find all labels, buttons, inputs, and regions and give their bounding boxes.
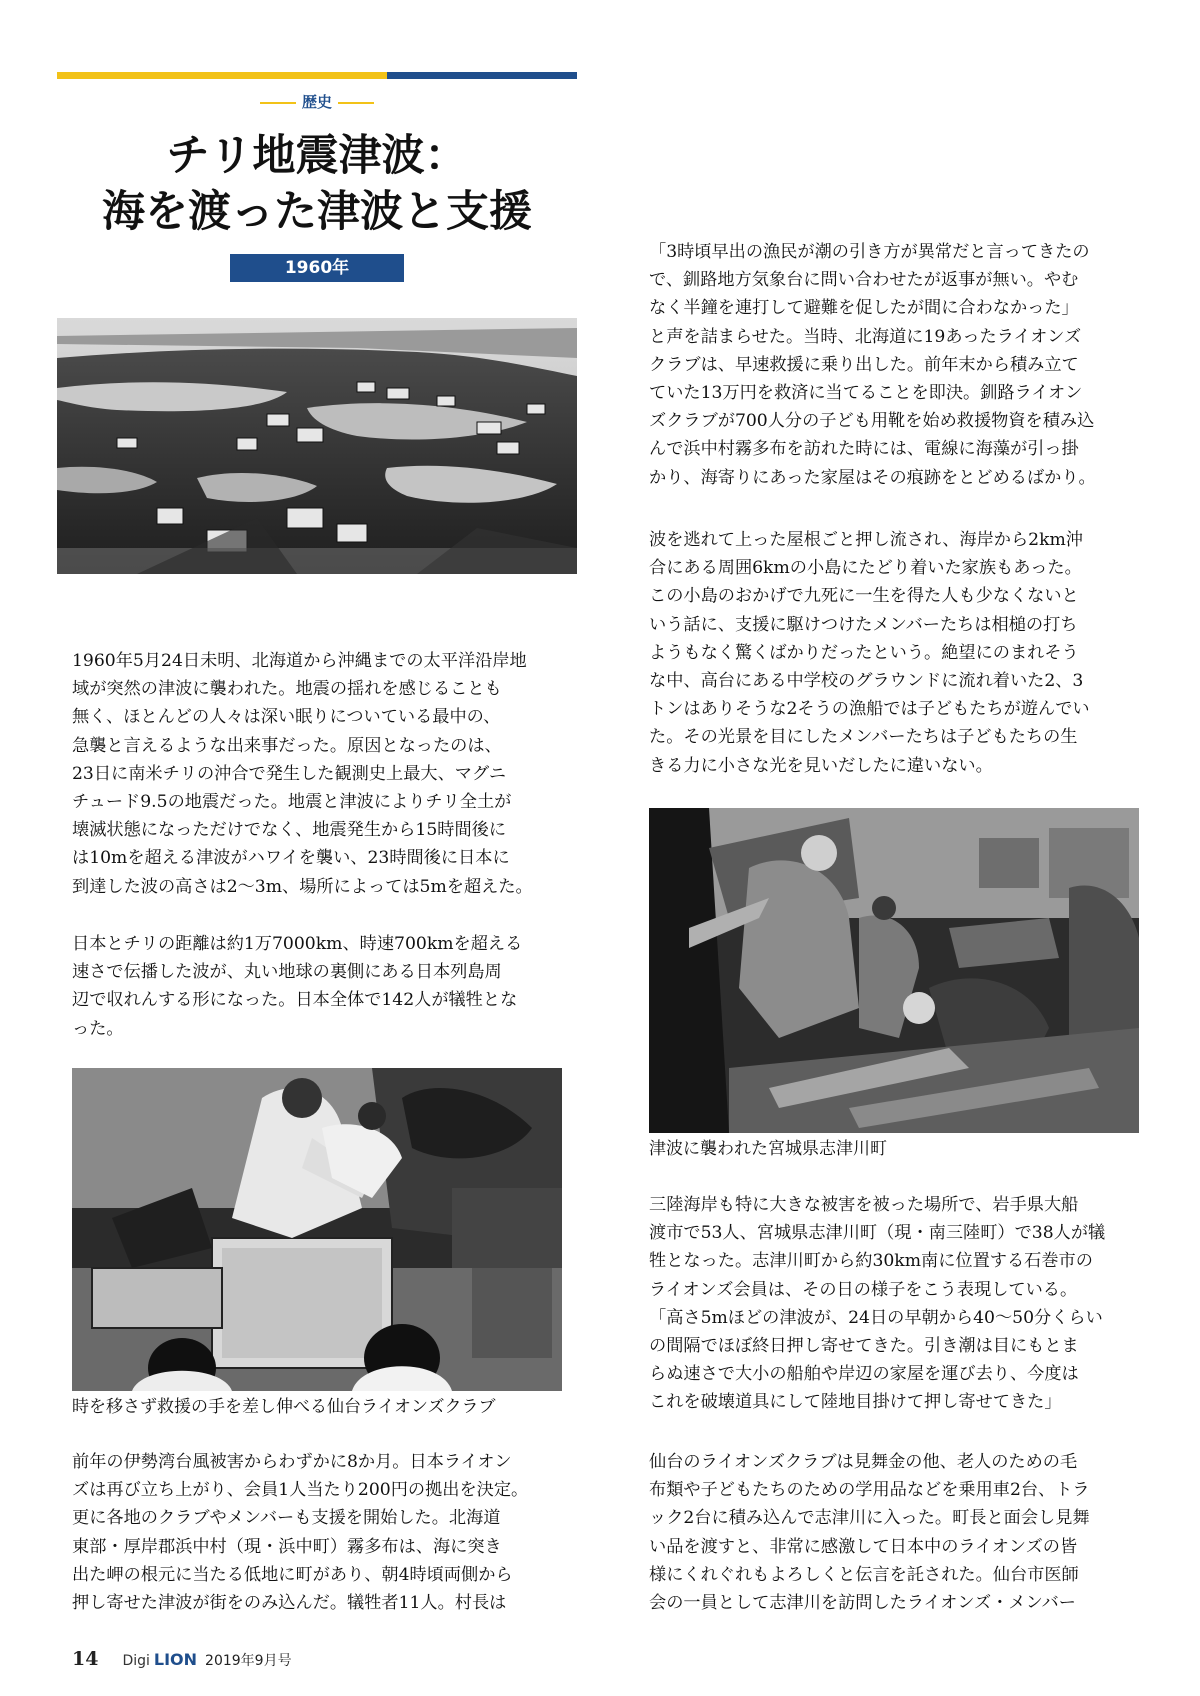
photo-aerial-coastline bbox=[57, 318, 577, 574]
top-accent-bar bbox=[57, 72, 577, 79]
paragraph-3: 前年の伊勢湾台風被害からわずかに8か月。日本ライオン ズは再び立ち上がり、会員1人当たり200円の拠出を決定。 更に各地のクラブやメンバーも支援を開始した。北海道 東部・厚岸郡浜中村（現・浜中町）霧多布は、海に突き 出た岬の根元に当たる低地に町があり、朝4時頃両側から 押し寄せた津波が街をのみ込んだ。犠牲者11人。村長は bbox=[72, 1452, 529, 1614]
category-label bbox=[57, 91, 577, 112]
paragraph-4: 「3時頃早出の漁民が潮の引き方が異常だと言ってきたの で、釧路地方気象台に問い合わせたが返事が無い。やむ なく半鐘を連打して避難を促したが間に合わなかった」 と声を詰まらせた。当時、北海道に19あったライオンズ クラブは、早速救援に乗り出した。前年末から積み立て ていた13万円を救済に当てることを即決。釧路ライオン ズクラブが700人分の子ども用靴を始め救援物資を積み込 んで浜中村霧多布を訪れた時には、電線に海藻が引っ掛 かり、海寄りにあった家屋はその痕跡をとどめるばかり。 bbox=[649, 242, 1096, 488]
issue-label: 2019年9月号 bbox=[205, 1653, 292, 1669]
page-number: 14 bbox=[72, 1648, 99, 1670]
accent-bar-yellow bbox=[57, 72, 387, 79]
paragraph-6: 三陸海岸も特に大きな被害を被った場所で、岩手県大船 渡市で53人、宮城県志津川町（現・南三陸町）で38人が犠 牲となった。志津川町から約30km南に位置する石巻市の ライオンズ会員は、その日の様子をこう表現している。 「高さ5mほどの津波が、24日の早朝から40〜50分くらい の間隔でほぼ終日押し寄せてきた。引き潮は目にもとま らぬ速さで大小の船舶や岸辺の家屋を運び去り、今度は これを破壊道具にして陸地目掛けて押し寄せてきた」 bbox=[649, 1195, 1106, 1413]
article-title bbox=[57, 128, 577, 240]
caption-sendai-relief: 時を移さず救援の手を差し伸べる仙台ライオンズクラブ bbox=[72, 1397, 496, 1417]
title-line-1: チリ地震津波： bbox=[166, 131, 468, 181]
category-rule-left bbox=[260, 102, 296, 104]
page-footer bbox=[72, 1648, 572, 1674]
paragraph-5: 波を逃れて上った屋根ごと押し流され、海岸から2km沖 合にある周囲6kmの小島にたどり着いた家族もあった。 この小島のおかげで九死に一生を得た人も少なくないと いう話に、支援に駆けつけたメンバーたちは相槌の打ち ようもなく驚くばかりだったという。絶望にのまれそう な中、高台にある中学校のグラウンドに流れ着いた2、3 トンはありそうな2そうの漁船では子どもたちが遊んでい た。その光景を目にしたメンバーたちは子どもたちの生 きる力に小さな光を見いだしたに違いない。 bbox=[649, 530, 1090, 776]
paragraph-1: 1960年5月24日未明、北海道から沖縄までの太平洋沿岸地 域が突然の津波に襲われた。地震の揺れを感じることも 無く、ほとんどの人々は深い眠りについている最中の、 急襲と言えるような出来事だった。原因となったのは、 23日に南米チリの沖合で発生した観測史上最大、マグニ チュード9.5の地震だった。地震と津波によりチリ全土が 壊滅状態になっただけでなく、地震発生から15時間後に は10mを超える津波がハワイを襲い、23時間後に日本に 到達した波の高さは2〜3m、場所によっては5mを超えた。 bbox=[72, 651, 533, 897]
photo-sendai-relief bbox=[72, 1068, 562, 1391]
category-text: 歴史 bbox=[301, 93, 332, 111]
accent-bar-blue bbox=[387, 72, 577, 79]
brand-name: LION bbox=[153, 1650, 198, 1669]
title-line-2: 海を渡った津波と支援 bbox=[102, 187, 532, 237]
caption-shizugawa: 津波に襲われた宮城県志津川町 bbox=[649, 1139, 887, 1159]
photo-shizugawa bbox=[649, 808, 1139, 1133]
paragraph-2: 日本とチリの距離は約1万7000km、時速700kmを超える 速さで伝播した波が、丸い地球の裏側にある日本列島周 辺で収れんする形になった。日本全体で142人が犠牲とな った。 bbox=[72, 934, 523, 1039]
category-rule-right bbox=[338, 102, 374, 104]
paragraph-7: 仙台のライオンズクラブは見舞金の他、老人のための毛 布類や子どもたちのための学用品などを乗用車2台、トラ ック2台に積み込んで志津川に入った。町長と面会し見舞 い品を渡すと、非常に感激して日本中のライオンズの皆 様にくれぐれもよろしくと伝言を託された。仙台市医師 会の一員として志津川を訪問したライオンズ・メンバー bbox=[649, 1452, 1090, 1614]
year-badge: 1960年 bbox=[230, 254, 404, 282]
brand-prefix: Digi bbox=[122, 1653, 150, 1669]
